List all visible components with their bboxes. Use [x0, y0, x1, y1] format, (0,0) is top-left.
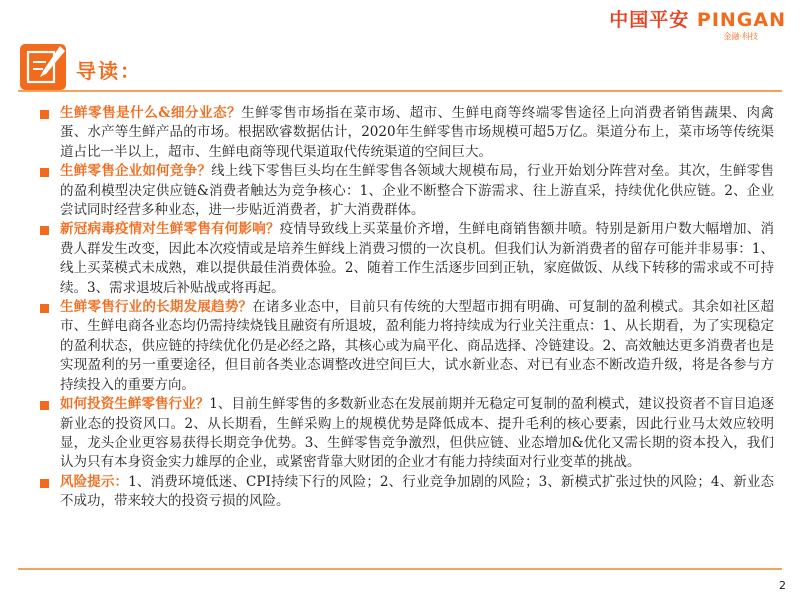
paragraph-body: 生鲜零售市场指在菜市场、超市、生鲜电商等终端零售途径上向消费者销售蔬果、肉禽蛋、水产等生鲜产品的市场。根据欧睿数据估计，2020年生鲜零售市场规模可超5万亿。渠道分布上，菜市场等传统渠道占比一半以上，超市、生鲜电商等现代渠道取代传统渠道的空间巨大。	[60, 105, 774, 160]
paragraph-competition	[40, 162, 774, 220]
bullet-square	[40, 401, 49, 410]
paragraph-body: 在诸多业态中，目前只有传统的大型超市拥有明确、可复制的盈利模式。其余如社区超市、生鲜电商各业态均仍需持续烧钱且融资有所退坡，盈利能力将持续成为行业关注重点：1、从长期看，为了实现稳定的盈利状态，供应链的持续优化仍是必经之路，其核心或为扁平化、商品选择、冷链建设。2、高效触达更多消费者也是实现盈利的另一重要途径，但目前各类业态调整改进空间巨大，试水新业态、对已有业态不断改造升级，将是各参与方持续投入的重要方向。	[60, 299, 775, 393]
bullet-square	[40, 168, 49, 177]
bullet-square	[40, 304, 49, 313]
logo-en: PINGAN	[696, 9, 786, 31]
header-divider	[18, 90, 782, 92]
logo-cn: 中国平安	[609, 9, 690, 31]
logo-wordmark	[609, 8, 786, 32]
pingan-logo	[609, 8, 786, 42]
bullet-square	[40, 226, 49, 235]
paragraph-investment	[40, 395, 774, 473]
paragraph-body: 1、消费环境低迷、CPI持续下行的风险；2、行业竞争加剧的风险；3、新模式扩张过快的风险；4、新业态不成功，带来较大的投资亏损的风险。	[60, 473, 774, 510]
logo-tagline: 金融·科技	[723, 32, 758, 41]
summary-content	[40, 104, 774, 512]
paragraph-heading: 生鲜零售企业如何竞争？	[60, 163, 212, 180]
paragraph-risk	[40, 473, 774, 512]
paragraph-heading: 生鲜零售行业的长期发展趋势？	[60, 299, 253, 316]
paragraph-definition	[40, 104, 774, 162]
paragraph-body: 疫情导致线上买菜量价齐增，生鲜电商销售额井喷。特别是新用户数大幅增加、消费人群发生改变，因此本次疫情或是培养生鲜线上消费习惯的一次良机。但我们认为新消费者的留存可能并非易事：1、线上买菜模式未成熟，难以提供最佳消费体验。2、随着工作生活逐步回到正轨，家庭做饭、从线下转移的需求或不可持续。3、需求退坡后补贴战或将再起。	[60, 221, 774, 296]
paragraph-heading: 风险提示：	[60, 473, 129, 490]
footer-divider	[18, 568, 782, 570]
guide-title: 导读：	[76, 59, 142, 83]
pencil-note-icon	[18, 40, 70, 92]
paragraph-body: 1、目前生鲜零售的多数新业态在发展前期并无稳定可复制的盈利模式，建议投资者不盲目追逐新业态的投资风口。2、从长期看，生鲜采购上的规模优势是降低成本、提升毛利的核心要素，因此行业马太效应较明显，龙头企业更容易获得长期竞争优势。3、生鲜零售竞争激烈，但供应链、业态增加&优化又需长期的资本投入，我们认为只有本身资金实力雄厚的企业，或紧密背靠大财团的企业才有能力持续面对行业变革的挑战。	[60, 396, 775, 471]
paragraph-covid-impact	[40, 220, 774, 298]
bullet-square	[40, 110, 49, 119]
page-number: 2	[779, 579, 786, 592]
paragraph-long-term-trend	[40, 298, 774, 395]
bullet-square	[40, 479, 49, 488]
paragraph-heading: 生鲜零售是什么&细分业态？	[60, 105, 242, 121]
paragraph-body: 线上线下零售巨头均在生鲜零售各领域大规模布局，行业开始划分阵营对垒。其次，生鲜零售的盈利模型决定供应链&消费者触达为竞争核心：1、企业不断整合下游需求、往上游直采，持续优化供应链。2、企业尝试同时经营多种业态，进一步贴近消费者，扩大消费群体。	[60, 163, 775, 219]
paragraph-heading: 如何投资生鲜零售行业？	[60, 396, 210, 413]
paragraph-heading: 新冠病毒疫情对生鲜零售有何影响？	[60, 221, 280, 238]
